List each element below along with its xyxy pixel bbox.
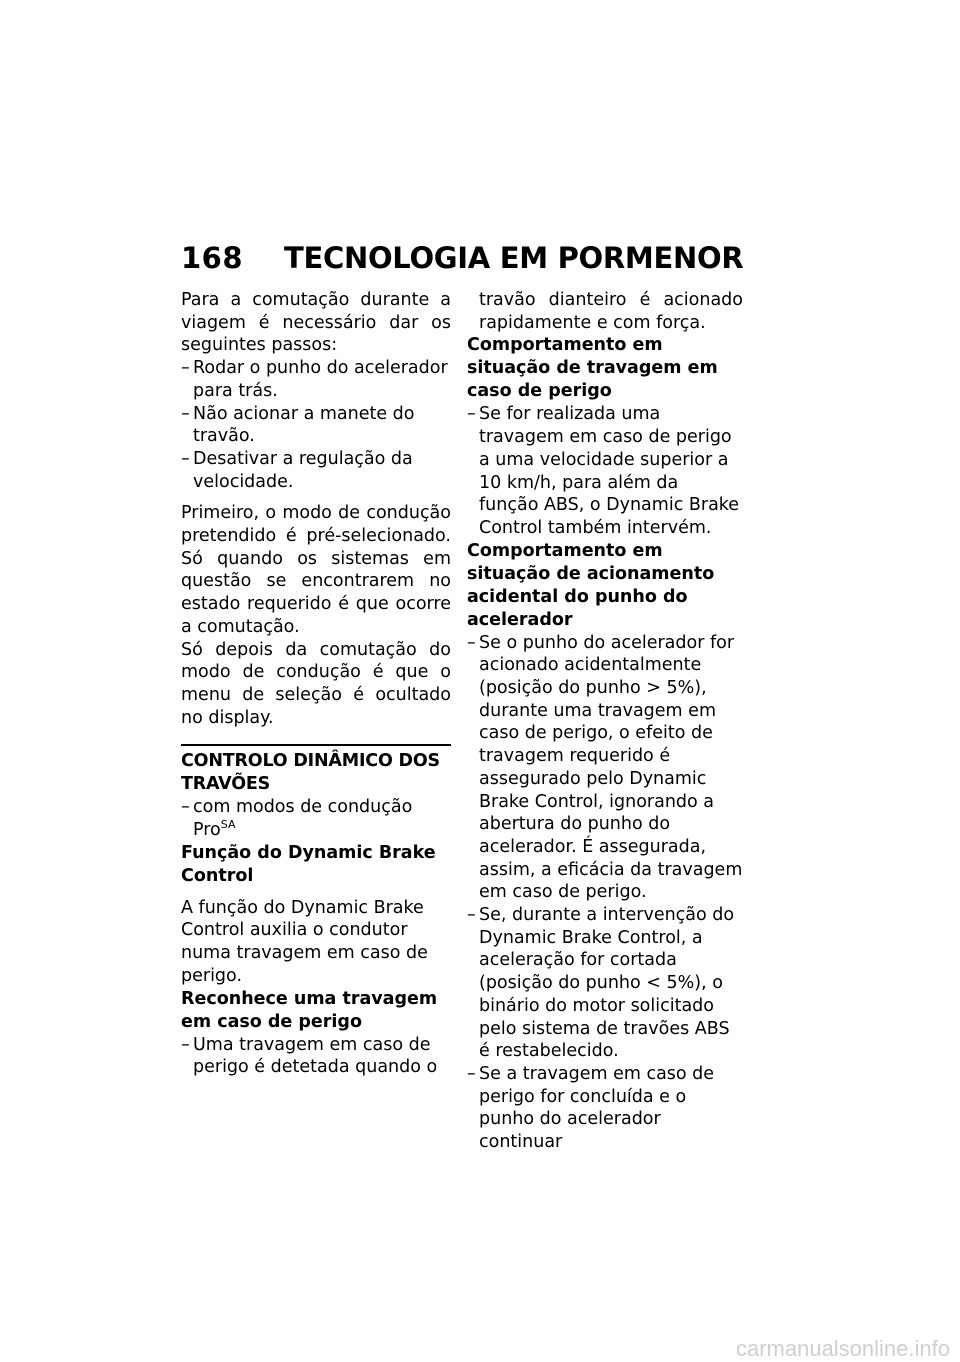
menu-hidden-paragraph: Só depois da comutação do modo de condução é que o menu de seleção é ocultado no display. bbox=[181, 639, 451, 728]
throttle-item: Se, durante a intervenção do Dynamic Brake Control, a aceleração for cortada (posição do punho < 5%), o binário do motor solicitado pelo sistema de travões ABS é restabelecido. bbox=[479, 905, 735, 1062]
preselection-paragraph: Primeiro, o modo de condução pretendido é pré-selecionado. Só quando os sistemas em questão se encontrarem no estado requerido é que ocorre a comutação. bbox=[181, 503, 451, 637]
chapter-title: TECNOLOGIA EM PORMENOR bbox=[284, 241, 744, 275]
emergency-list bbox=[467, 403, 743, 539]
dash-bullet: – bbox=[181, 448, 190, 469]
list-item bbox=[467, 403, 743, 539]
dash-bullet: – bbox=[181, 358, 190, 379]
switching-steps-list bbox=[181, 357, 451, 493]
right-column bbox=[467, 289, 743, 1154]
dash-bullet: – bbox=[181, 1034, 190, 1055]
list-item bbox=[181, 403, 451, 448]
step-text: Desativar a regulação da velocidade. bbox=[193, 448, 413, 492]
step-text: Não acionar a manete do travão. bbox=[193, 403, 415, 447]
subheading-function: Função do Dynamic Brake Control bbox=[181, 842, 436, 886]
list-item bbox=[181, 796, 451, 841]
dash-bullet: – bbox=[181, 797, 190, 818]
throttle-item: Se o punho do acelerador for acionado acidentalmente (posição do punho > 5%), durante uma travagem em caso de perigo, o efeito de travagem requerido é assegurado pelo Dynamic Brake Control, ignorando a abertura do punho do acelerador. É assegurada, assim, a eficácia da travagem em caso de perigo. bbox=[479, 632, 743, 903]
subheading-recognition: Reconhece uma travagem em caso de perigo bbox=[181, 988, 438, 1032]
dash-bullet: – bbox=[467, 1063, 476, 1084]
section-title: CONTROLO DINÂMICO DOS TRAVÕES bbox=[181, 751, 440, 795]
dash-bullet: – bbox=[467, 632, 476, 653]
special-accessory-marker: SA bbox=[220, 818, 236, 832]
dash-bullet: – bbox=[181, 403, 190, 424]
step-text: Rodar o punho do acelerador para trás. bbox=[193, 358, 448, 401]
page-number: 168 bbox=[181, 241, 244, 275]
dash-bullet: – bbox=[467, 905, 476, 926]
function-paragraph: A função do Dynamic Brake Control auxilia o condutor numa travagem em caso de perigo. bbox=[181, 897, 428, 986]
accidental-throttle-list bbox=[467, 632, 743, 1154]
recognition-item: Uma travagem em caso de perigo é detetada quando o bbox=[193, 1034, 438, 1078]
throttle-item: Se a travagem em caso de perigo for concluída e o punho do acelerador continuar bbox=[479, 1063, 715, 1153]
left-column bbox=[181, 289, 451, 1079]
watermark: carmanualsonline.info bbox=[735, 1336, 950, 1361]
condition-item bbox=[193, 796, 451, 841]
list-item bbox=[181, 1034, 451, 1079]
condition-text: com modos de condução Pro bbox=[193, 797, 413, 841]
section-divider bbox=[181, 744, 451, 746]
subheading-emergency-braking: Comportamento em situação de travagem em caso de perigo bbox=[467, 335, 718, 402]
list-item bbox=[467, 904, 743, 1063]
dash-bullet: – bbox=[467, 404, 476, 425]
list-item bbox=[181, 357, 451, 402]
emergency-item: Se for realizada uma travagem em caso de perigo a uma velocidade superior a 10 km/h, para além da função ABS, o Dynamic Brake Control também intervém. bbox=[479, 404, 740, 538]
list-item bbox=[467, 632, 743, 904]
continuation-text: travão dianteiro é acionado rapidamente e com força. bbox=[479, 290, 743, 333]
intro-paragraph: Para a comutação durante a viagem é necessário dar os seguintes passos: bbox=[181, 290, 451, 356]
recognition-list bbox=[181, 1034, 451, 1079]
list-item bbox=[467, 1063, 743, 1154]
subheading-accidental-throttle: Comportamento em situação de acionamento acidental do punho do acelerador bbox=[467, 540, 715, 630]
list-item bbox=[181, 448, 451, 493]
condition-list bbox=[181, 796, 451, 841]
page-header bbox=[181, 241, 744, 281]
